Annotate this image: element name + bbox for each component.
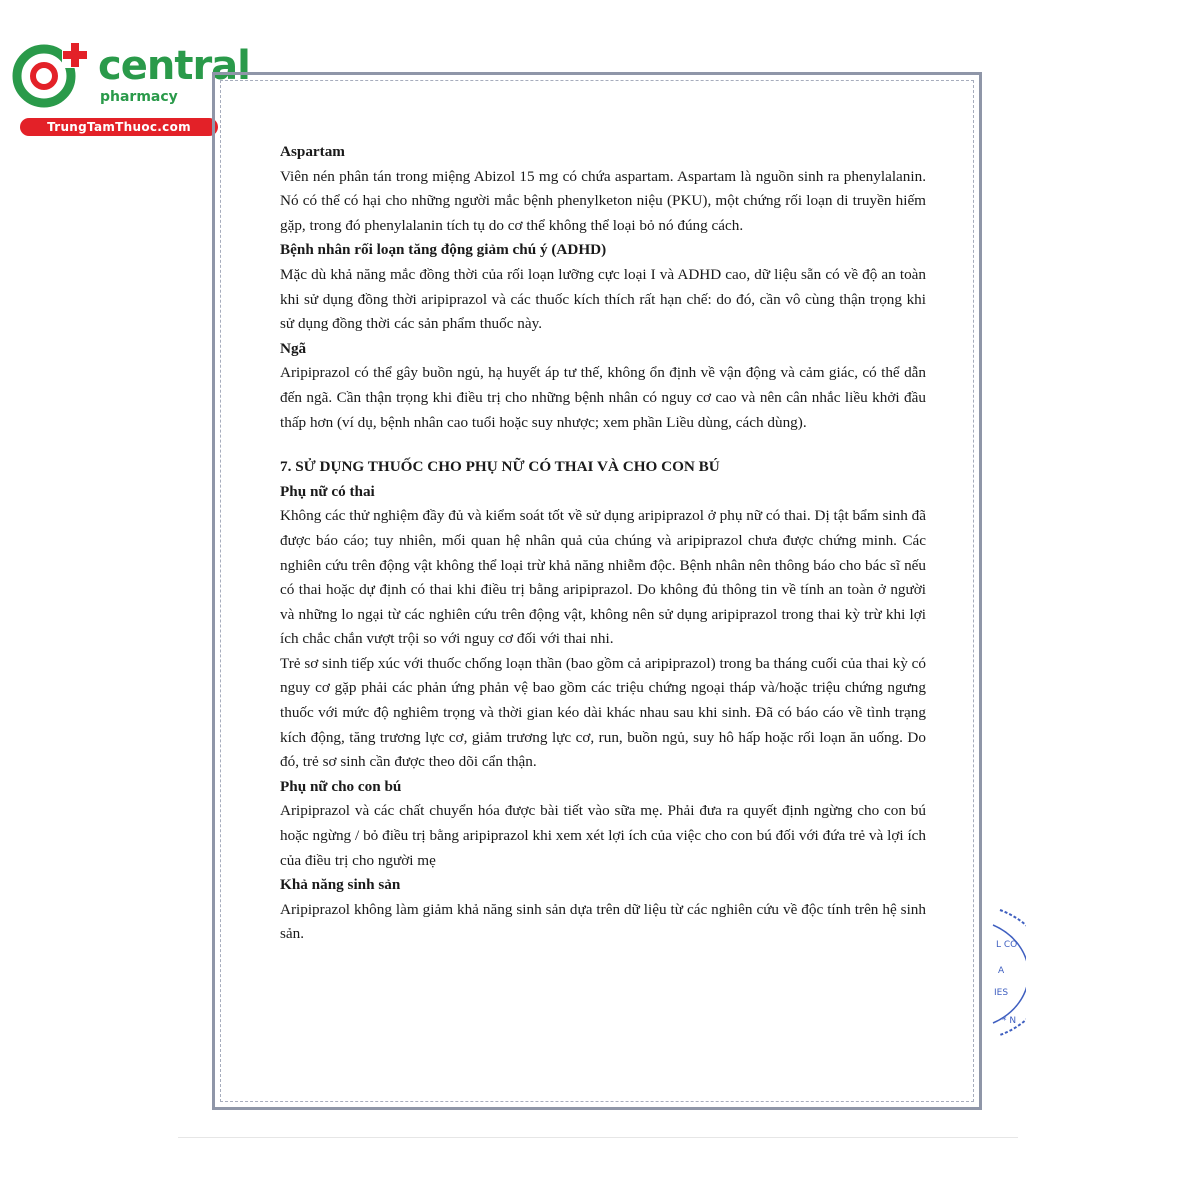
svg-text:IES: IES bbox=[994, 988, 1009, 998]
subheading: Aspartam bbox=[280, 143, 345, 160]
paragraph: Viên nén phân tán trong miệng Abizol 15 mg có chứa aspartam. Aspartam là nguồn sinh ra phenylalanin. Nó có thể có hại cho những người mắc bệnh phenylketon niệu (PKU), một chứng rối loạn di truyền hiếm gặp, trong đó phenylalanin tích tụ do cơ thể không thể loại bỏ nó đúng cách. bbox=[280, 167, 926, 234]
paragraph: Mặc dù khả năng mắc đồng thời của rối loạn lưỡng cực loại I và ADHD cao, dữ liệu sẵn có về độ an toàn khi sử dụng đồng thời aripiprazol và các thuốc kích thích rất hạn chế: do đó, cần vô cùng thận trọng khi sử dụng đồng thời các sản phẩm thuốc này. bbox=[280, 265, 926, 333]
paragraph: Aripiprazol và các chất chuyển hóa được bài tiết vào sữa mẹ. Phải đưa ra quyết định ngừng cho con bú hoặc ngừng / bỏ điều trị bằng aripiprazol khi xem xét lợi ích của việc cho con bú đối với đứa trẻ và lợi ích của điều trị cho người mẹ bbox=[280, 802, 926, 869]
section-heading: 7. SỬ DỤNG THUỐC CHO PHỤ NỮ CÓ THAI VÀ CHO CON BÚ bbox=[280, 458, 720, 476]
subheading: Phụ nữ có thai bbox=[280, 482, 375, 500]
logo-subtitle: pharmacy bbox=[100, 89, 178, 105]
logo-name: central bbox=[98, 43, 250, 89]
subheading: Phụ nữ cho con bú bbox=[280, 777, 402, 795]
paragraph: Aripiprazol có thể gây buồn ngủ, hạ huyết áp tư thế, không ổn định về vận động và cảm giác, có thể dẫn đến ngã. Cần thận trọng khi điều trị cho những bệnh nhân có nguy cơ cao và nên cân nhắc liều khởi đầu thấp hơn (ví dụ, bệnh nhân cao tuổi hoặc suy nhược; xem phần Liều dùng, cách dùng). bbox=[280, 364, 926, 431]
svg-text:A: A bbox=[998, 966, 1005, 976]
subheading: Khả năng sinh sản bbox=[280, 876, 401, 894]
partial-seal-stamp bbox=[990, 905, 1026, 1040]
paragraph: Aripiprazol không làm giảm khả năng sinh sản dựa trên dữ liệu từ các nghiên cứu về độc tính trên hệ sinh sản. bbox=[280, 900, 926, 943]
subheading: Ngã bbox=[280, 339, 307, 357]
svg-text:* N: * N bbox=[1002, 1016, 1017, 1026]
scan-edge-line bbox=[178, 1137, 1018, 1138]
subheading: Bệnh nhân rối loạn tăng động giảm chú ý (ADHD) bbox=[280, 241, 607, 259]
brand-logo bbox=[10, 38, 250, 138]
paragraph: Không các thử nghiệm đầy đủ và kiểm soát tốt về sử dụng aripiprazol ở phụ nữ có thai. Dị tật bẩm sinh đã được báo cáo; tuy nhiên, mối quan hệ nhân quả của chúng và aripiprazol chưa được chứng minh. Các nghiên cứu trên động vật không thể loại trừ khả năng nhiễm độc. Bệnh nhân nên thông báo cho bác sĩ nếu có thai hoặc dự định có thai khi điều trị bằng aripiprazol. Do không đủ thông tin về tính an toàn ở người và những lo ngại từ các nghiên cứu trên động vật, không nên sử dụng aripiprazol trong thai kỳ trừ khi lợi ích chắc chắn vượt trội so với nguy cơ đối với thai nhi. bbox=[280, 507, 926, 648]
svg-text:L CO: L CO bbox=[996, 940, 1018, 950]
paragraph: Trẻ sơ sinh tiếp xúc với thuốc chống loạn thần (bao gồm cả aripiprazol) trong ba tháng cuối của thai kỳ có nguy cơ gặp phải các phản ứng phản vệ bao gồm các triệu chứng ngoại tháp và/hoặc triệu chứng ngưng thuốc với mức độ nghiêm trọng và thời gian kéo dài khác nhau sau khi sinh. Đã có báo cáo về tình trạng kích động, tăng trương lực cơ, giảm trương lực cơ, run, buồn ngủ, suy hô hấp hoặc rối loạn ăn uống. Do đó, trẻ sơ sinh cần được theo dõi cẩn thận. bbox=[280, 654, 926, 771]
pharmacy-cross-logo-icon bbox=[10, 38, 90, 110]
logo-url-banner: TrungTamThuoc.com bbox=[20, 118, 218, 136]
document-body bbox=[280, 140, 926, 947]
